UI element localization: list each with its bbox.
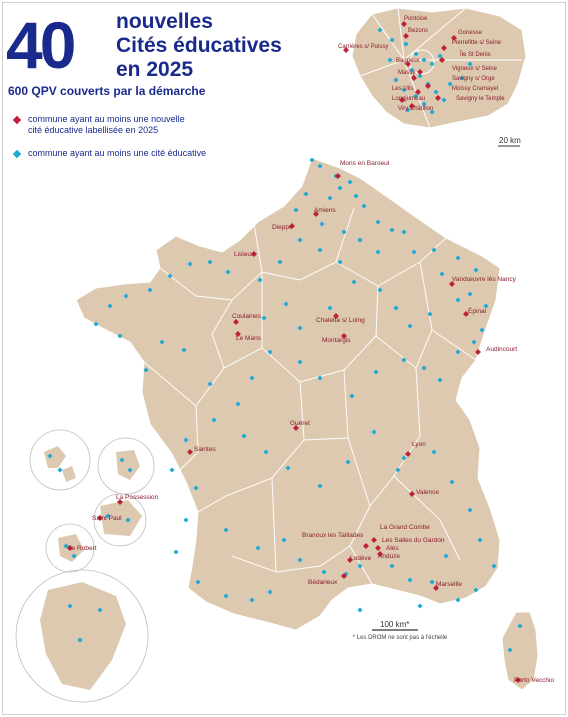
- city-label: Le Mans: [236, 335, 261, 342]
- idf-scale-label: 20 km: [499, 136, 521, 145]
- idf-city-label: Gonesse: [458, 30, 483, 36]
- city-label: Chalette s/ Loing: [316, 317, 365, 324]
- idf-city-label: Bezons: [408, 28, 429, 34]
- headline-line2: Cités éducatives: [116, 34, 282, 57]
- city-label: Lodève: [350, 555, 372, 562]
- blue-marker: [183, 517, 188, 522]
- blue-marker: [173, 549, 178, 554]
- headline-line1: nouvelles: [116, 10, 213, 33]
- main-scale-label: 100 km*: [380, 620, 410, 629]
- city-label: Coulaines: [232, 313, 261, 320]
- subtitle: 600 QPV couverts par la démarche: [8, 84, 206, 98]
- drom-note: * Les DROM ne sont pas à l'échelle: [352, 635, 448, 641]
- idf-inset: [352, 8, 526, 146]
- legend-label-new: commune ayant au moins une nouvelle cité éducative labellisée en 2025: [28, 114, 185, 135]
- headline-line3: en 2025: [116, 58, 194, 81]
- city-label: Lisieux: [234, 251, 255, 258]
- city-label: Anduze: [378, 553, 401, 560]
- idf-city-label: Carrières s/ Poissy: [338, 44, 389, 50]
- city-label: Alès: [386, 545, 399, 552]
- blue-marker: [417, 603, 422, 608]
- city-label: Montargis: [322, 337, 351, 344]
- idf-city-label: Savigny s/ Orge: [452, 76, 495, 82]
- idf-city-label: Les Ulis: [392, 86, 414, 92]
- drom-insets: [16, 430, 154, 702]
- city-label: Branoux les Taillades: [302, 532, 364, 539]
- city-label: La Grand Combe: [380, 524, 430, 531]
- city-label: La Possession: [116, 494, 159, 501]
- idf-city-label: Savigny le Temple: [456, 96, 505, 102]
- city-label: Mons en Baroeul: [340, 160, 390, 167]
- city-label: Dieppe: [272, 224, 293, 231]
- idf-city-label: Île St Denis: [460, 52, 491, 58]
- idf-region-shape: [352, 8, 526, 128]
- idf-city-label: Vigneux s/ Seine: [452, 66, 497, 72]
- idf-city-label: Massy: [398, 70, 416, 76]
- city-label: Valence: [416, 489, 440, 496]
- city-label: Amiens: [314, 207, 336, 214]
- idf-city-label: Pontoise: [404, 16, 428, 22]
- idf-city-label: Bagneux: [396, 58, 420, 64]
- city-label: Audincourt: [486, 346, 518, 353]
- blue-marker: [57, 467, 62, 472]
- city-label: Les Salles du Gardon: [382, 537, 445, 544]
- idf-city-label: Pierrefitte s/ Seine: [452, 40, 502, 46]
- city-label: Le Robert: [68, 545, 97, 552]
- city-label: Marseille: [436, 581, 463, 588]
- idf-city-label: Longjumeau: [392, 96, 426, 102]
- blue-marker: [357, 607, 362, 612]
- city-label: Saintes: [194, 446, 216, 453]
- city-label: Épinal: [468, 308, 487, 315]
- idf-city-label: Viry Châtillon: [398, 106, 434, 112]
- city-label: Guéret: [290, 420, 310, 427]
- big-number: 40: [6, 8, 74, 82]
- city-label: Porto Vecchio: [514, 677, 555, 684]
- city-label: Bédarieux: [308, 579, 338, 586]
- legend-label-existing: commune ayant au moins une cité éducative: [28, 148, 207, 158]
- city-label: Saint Paul: [92, 515, 122, 522]
- idf-city-label: Moissy Cramayel: [452, 86, 499, 92]
- city-label: Vandœuvre lès Nancy: [452, 276, 516, 283]
- blue-marker: [169, 467, 174, 472]
- city-label: Lyon: [412, 441, 426, 448]
